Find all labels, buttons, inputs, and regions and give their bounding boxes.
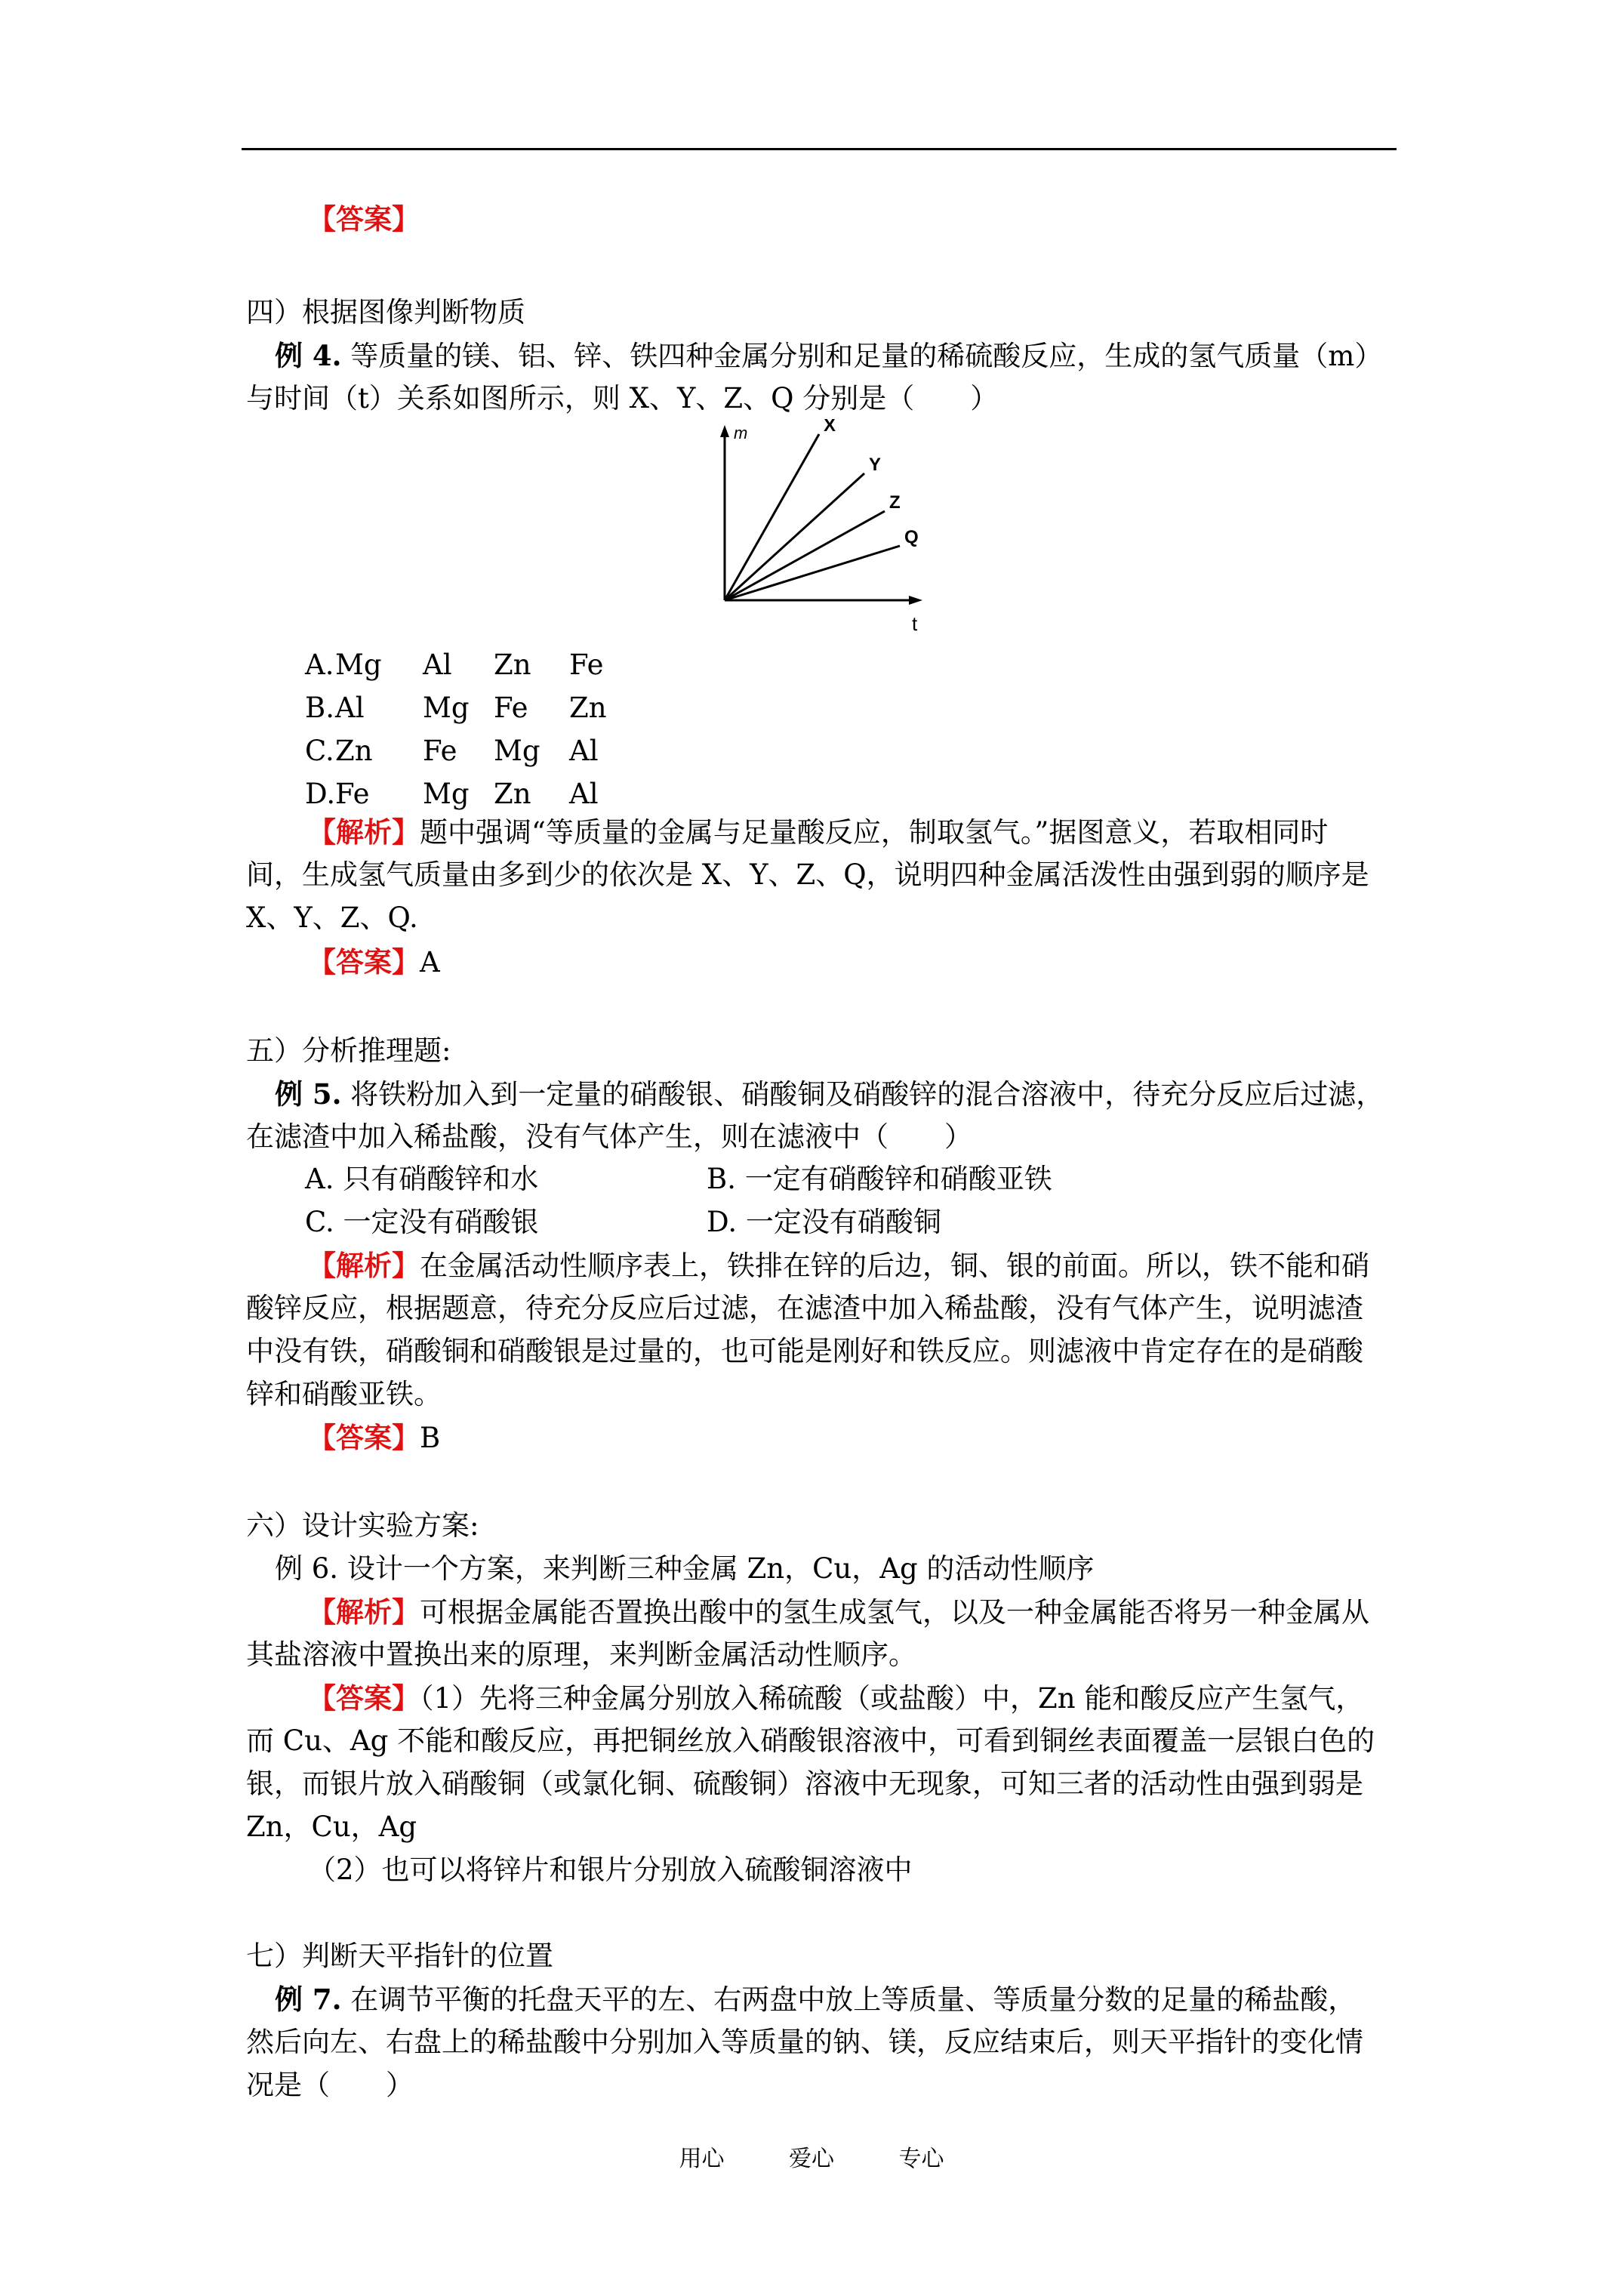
option-metal: Al	[569, 735, 599, 767]
example-5-line-1	[275, 1076, 1384, 1113]
series-label-q: Q	[904, 527, 919, 547]
answer-label: 【答案】	[308, 1681, 420, 1715]
example-label: 例 7.	[275, 1983, 342, 2016]
option-metal: Al	[335, 692, 365, 724]
y-axis-label: m	[734, 424, 748, 442]
option-metal: Fe	[494, 692, 528, 724]
section-heading-7: 七）判断天平指针的位置	[246, 1940, 553, 1972]
example-6-answer-line-3: 银，而银片放入硝酸铜（或氯化铜、硫酸铜）溶液中无现象，可知三者的活动性由强到弱是	[246, 1767, 1363, 1800]
option-metal: Zn	[569, 692, 607, 724]
example-4-analysis-line-1	[308, 814, 1328, 851]
analysis-text: 题中强调“等质量的金属与足量酸反应，制取氢气。”据图意义，若取相同时	[420, 816, 1329, 849]
header-rule	[242, 148, 1397, 150]
example-7-line-3: 况是（ ）	[246, 2069, 414, 2101]
example-7-line-1	[275, 1981, 1356, 2018]
analysis-label: 【解析】	[308, 815, 420, 849]
example-5-line-2: 在滤渣中加入稀盐酸，没有气体产生，则在滤液中（ ）	[246, 1120, 972, 1153]
example-label: 例 4.	[275, 339, 342, 372]
example-6-answer-line-5: （2）也可以将锌片和银片分别放入硫酸铜溶液中	[308, 1854, 913, 1886]
series-label-y: Y	[869, 455, 882, 475]
option-metal: Al	[423, 649, 452, 681]
example-6-analysis-line-2: 其盐溶液中置换出来的原理，来判断金属活动性顺序。	[246, 1638, 916, 1671]
answer-value: B	[420, 1422, 441, 1454]
example-4-answer	[308, 944, 440, 981]
series-label-z: Z	[889, 492, 901, 513]
option-metal: Zn	[335, 735, 373, 767]
example-7-line-2: 然后向左、右盘上的稀盐酸中分别加入等质量的钠、镁，反应结束后，则天平指针的变化情	[246, 2026, 1363, 2058]
option-label: D.	[305, 778, 336, 810]
example-5-analysis-line-3: 中没有铁，硝酸铜和硝酸银是过量的，也可能是刚好和铁反应。则滤液中肯定存在的是硝酸	[246, 1335, 1363, 1367]
question-text: 将铁粉加入到一定量的硝酸银、硝酸铜及硝酸锌的混合溶液中，待充分反应后过滤，	[341, 1078, 1384, 1111]
example-4-line-1	[275, 337, 1382, 374]
example-label: 例 5.	[275, 1077, 342, 1111]
section-heading-6: 六）设计实验方案:	[246, 1509, 479, 1542]
section-heading-4: 四）根据图像判断物质	[246, 296, 525, 328]
analysis-text: 可根据金属能否置换出酸中的氢生成氢气，以及一种金属能否将另一种金属从	[420, 1596, 1369, 1629]
footer-item: 专心	[898, 2146, 944, 2172]
example-5-option-a: A. 只有硝酸锌和水	[305, 1163, 539, 1195]
example-6-analysis-line-1	[308, 1594, 1369, 1631]
analysis-label: 【解析】	[308, 1249, 420, 1282]
option-label: A.	[305, 649, 334, 681]
option-metal: Zn	[494, 649, 531, 681]
hydrogen-mass-time-chart	[679, 419, 966, 638]
answer-label: 【答案】	[308, 945, 420, 978]
question-text: 在调节平衡的托盘天平的左、右两盘中放上等质量、等质量分数的足量的稀盐酸，	[341, 1983, 1357, 2016]
example-5-analysis-line-1	[308, 1247, 1369, 1284]
example-4-analysis-line-2: 间，生成氢气质量由多到少的依次是 X、Y、Z、Q，说明四种金属活泼性由强到弱的顺序是	[246, 858, 1369, 891]
option-metal: Mg	[423, 778, 470, 810]
option-metal: Mg	[423, 692, 470, 724]
option-label: C.	[305, 735, 334, 767]
option-metal: Fe	[335, 778, 370, 810]
option-metal: Mg	[335, 649, 382, 681]
example-4-analysis-line-3: X、Y、Z、Q.	[246, 901, 418, 934]
example-6-answer-line-1	[308, 1680, 1363, 1717]
example-5-option-b: B. 一定有硝酸锌和硝酸亚铁	[707, 1163, 1052, 1195]
answer-value: A	[420, 946, 440, 978]
example-6-answer-line-2: 而 Cu、Ag 不能和酸反应，再把铜丝放入硝酸银溶液中，可看到铜丝表面覆盖一层银白色的	[246, 1724, 1375, 1757]
option-metal: Zn	[494, 778, 531, 810]
section-heading-5: 五）分析推理题:	[246, 1034, 451, 1067]
answer-text: （1）先将三种金属分别放入稀硫酸（或盐酸）中，Zn 能和酸反应产生氢气，	[420, 1682, 1364, 1715]
series-line-y	[725, 473, 864, 600]
analysis-label: 【解析】	[308, 1595, 420, 1629]
option-metal: Mg	[494, 735, 540, 767]
example-5-analysis-line-4: 锌和硝酸亚铁。	[246, 1378, 442, 1410]
x-axis-arrow	[909, 596, 922, 605]
option-label: B.	[305, 692, 334, 724]
example-5-option-d: D. 一定没有硝酸铜	[707, 1206, 941, 1238]
example-5-analysis-line-2: 酸锌反应，根据题意，待充分反应后过滤，在滤渣中加入稀盐酸，没有气体产生，说明滤渣	[246, 1292, 1363, 1324]
footer-item: 爱心	[789, 2146, 834, 2172]
answer-label: 【答案】	[308, 202, 420, 236]
x-axis-label: t	[912, 612, 918, 635]
example-6-answer-line-4: Zn，Cu，Ag	[246, 1811, 417, 1843]
option-metal: Al	[569, 778, 599, 810]
analysis-text: 在金属活动性顺序表上，铁排在锌的后边，铜、银的前面。所以，铁不能和硝	[420, 1250, 1369, 1282]
footer-item: 用心	[679, 2146, 725, 2172]
example-5-option-c: C. 一定没有硝酸银	[305, 1206, 539, 1238]
example-5-answer	[308, 1419, 440, 1456]
answer-label: 【答案】	[308, 1421, 420, 1454]
option-metal: Fe	[423, 735, 457, 767]
question-text: 等质量的镁、铝、锌、铁四种金属分别和足量的稀硫酸反应，生成的氢气质量（m）	[341, 340, 1383, 372]
y-axis-arrow	[720, 425, 729, 437]
example-4-line-2: 与时间（t）关系如图所示，则 X、Y、Z、Q 分别是（ ）	[246, 382, 999, 415]
page-footer	[0, 2144, 1623, 2174]
option-metal: Fe	[569, 649, 604, 681]
series-label-x: X	[824, 419, 836, 436]
example-6-question: 例 6. 设计一个方案，来判断三种金属 Zn，Cu，Ag 的活动性顺序	[275, 1552, 1095, 1585]
